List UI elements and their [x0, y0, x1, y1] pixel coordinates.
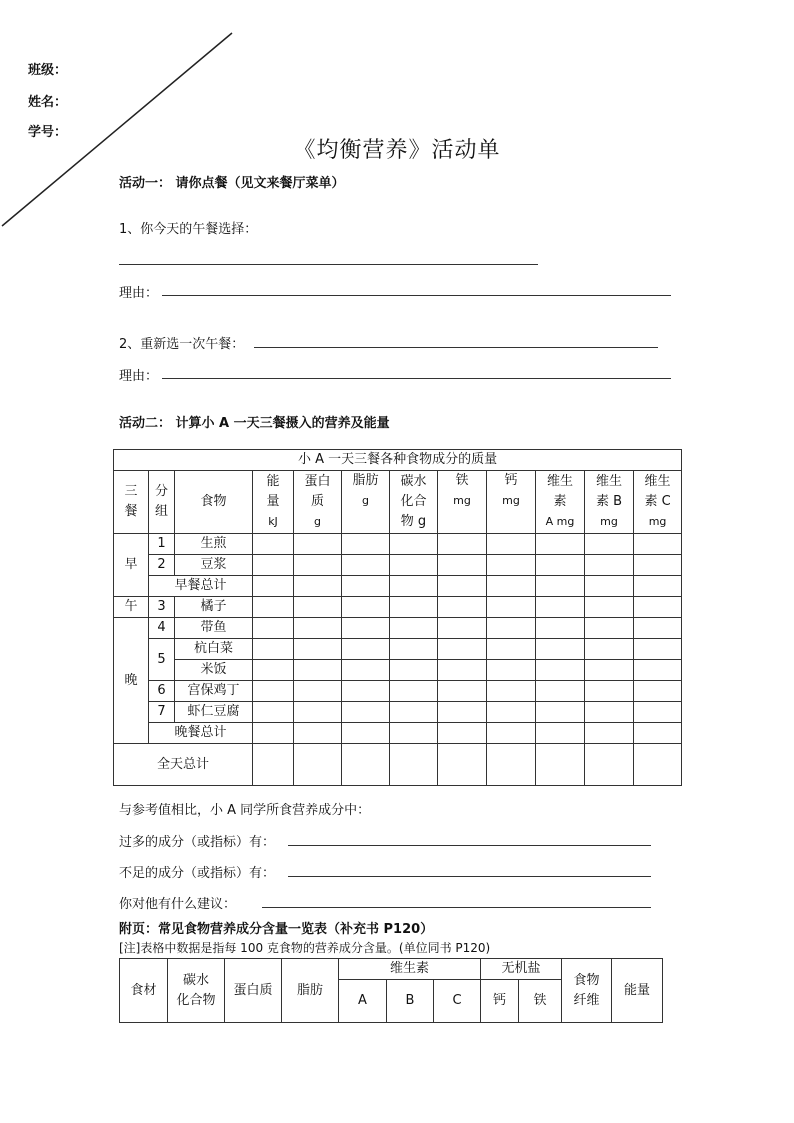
blank-cell[interactable] [253, 723, 294, 744]
blank-cell[interactable] [438, 555, 487, 576]
blank-cell[interactable] [342, 597, 390, 618]
blank-cell[interactable] [253, 744, 294, 786]
breakfast-subtotal-label: 早餐总计 [149, 576, 253, 597]
blank-cell[interactable] [487, 681, 536, 702]
ref-header-fat: 脂肪 [282, 959, 339, 1023]
blank-cell[interactable] [253, 681, 294, 702]
blank-cell[interactable] [390, 576, 438, 597]
lunch-choice-question: 1、你今天的午餐选择： [119, 222, 258, 237]
student-id-label: 学号： [28, 125, 68, 140]
header-calcium: 钙 mg [487, 471, 536, 534]
blank-cell[interactable] [585, 660, 634, 681]
lacking-answer-line[interactable] [288, 876, 651, 877]
blank-cell[interactable] [253, 534, 294, 555]
blank-cell[interactable] [253, 576, 294, 597]
blank-cell[interactable] [390, 534, 438, 555]
food-cell: 带鱼 [175, 618, 253, 639]
blank-cell[interactable] [438, 660, 487, 681]
ref-header-fiber: 食物 纤维 [562, 959, 612, 1023]
blank-cell[interactable] [390, 681, 438, 702]
ref-header-calcium: 钙 [481, 980, 519, 1023]
ref-header-vitamin-b: B [387, 980, 434, 1023]
meal-breakfast: 早 [114, 534, 149, 597]
group-cell: 3 [149, 597, 175, 618]
header-vitamin-b: 维生 素 B mg [585, 471, 634, 534]
blank-cell[interactable] [585, 597, 634, 618]
blank-cell[interactable] [634, 702, 682, 723]
blank-cell[interactable] [536, 534, 585, 555]
blank-cell[interactable] [487, 597, 536, 618]
table-row [114, 660, 682, 681]
blank-cell[interactable] [342, 744, 390, 786]
blank-cell[interactable] [390, 555, 438, 576]
table-row [114, 618, 682, 639]
blank-cell[interactable] [294, 555, 342, 576]
ref-header-energy: 能量 [612, 959, 663, 1023]
food-cell: 虾仁豆腐 [175, 702, 253, 723]
blank-cell[interactable] [487, 723, 536, 744]
blank-cell[interactable] [294, 639, 342, 660]
blank-cell[interactable] [438, 597, 487, 618]
ref-header-carb: 碳水 化合物 [168, 959, 225, 1023]
blank-cell[interactable] [536, 639, 585, 660]
meal-dinner: 晚 [114, 618, 149, 744]
blank-cell[interactable] [390, 660, 438, 681]
blank-cell[interactable] [253, 597, 294, 618]
ref-header-vitamin-a: A [339, 980, 387, 1023]
blank-cell[interactable] [487, 660, 536, 681]
blank-cell[interactable] [390, 597, 438, 618]
group-cell: 1 [149, 534, 175, 555]
ref-header-minerals: 无机盐 [481, 959, 562, 980]
reselect-lunch-answer-line[interactable] [254, 347, 658, 348]
page-title: 《均衡营养》活动单 [293, 138, 501, 163]
blank-cell[interactable] [585, 618, 634, 639]
blank-cell[interactable] [585, 681, 634, 702]
lacking-label: 不足的成分（或指标）有： [119, 866, 276, 881]
blank-cell[interactable] [585, 702, 634, 723]
blank-cell[interactable] [342, 618, 390, 639]
group-cell: 7 [149, 702, 175, 723]
table-row [114, 597, 682, 618]
blank-cell[interactable] [634, 660, 682, 681]
blank-cell[interactable] [487, 576, 536, 597]
reselect-lunch-question: 2、重新选一次午餐： [119, 337, 245, 352]
blank-cell[interactable] [536, 618, 585, 639]
table-row [114, 681, 682, 702]
header-iron: 铁 mg [438, 471, 487, 534]
analysis-intro: 与参考值相比，小 A 同学所食营养成分中： [119, 803, 371, 818]
ref-header-vitamin-c: C [434, 980, 481, 1023]
blank-cell[interactable] [487, 555, 536, 576]
reason1-label: 理由： [119, 286, 159, 301]
blank-cell[interactable] [536, 681, 585, 702]
ref-header-vitamins: 维生素 [339, 959, 481, 980]
blank-cell[interactable] [438, 534, 487, 555]
blank-cell[interactable] [585, 639, 634, 660]
blank-cell[interactable] [438, 723, 487, 744]
blank-cell[interactable] [390, 702, 438, 723]
lunch-choice-answer-line[interactable] [119, 264, 538, 265]
blank-cell[interactable] [294, 723, 342, 744]
blank-cell[interactable] [634, 576, 682, 597]
food-cell: 生煎 [175, 534, 253, 555]
ref-header-iron: 铁 [519, 980, 562, 1023]
blank-cell[interactable] [438, 618, 487, 639]
header-carb: 碳水 化合 物 g [390, 471, 438, 534]
blank-cell[interactable] [294, 576, 342, 597]
food-cell: 米饭 [175, 660, 253, 681]
blank-cell[interactable] [390, 639, 438, 660]
header-group: 分 组 [149, 471, 175, 534]
blank-cell[interactable] [342, 660, 390, 681]
blank-cell[interactable] [294, 702, 342, 723]
blank-cell[interactable] [294, 618, 342, 639]
blank-cell[interactable] [342, 534, 390, 555]
blank-cell[interactable] [634, 639, 682, 660]
blank-cell[interactable] [634, 681, 682, 702]
blank-cell[interactable] [342, 639, 390, 660]
blank-cell[interactable] [294, 534, 342, 555]
blank-cell[interactable] [253, 555, 294, 576]
activity2-heading: 活动二： 计算小 A 一天三餐摄入的营养及能量 [119, 416, 390, 431]
header-vitamin-a: 维生 素 A mg [536, 471, 585, 534]
blank-cell[interactable] [294, 744, 342, 786]
ref-header-food: 食材 [120, 959, 168, 1023]
blank-cell[interactable] [536, 723, 585, 744]
blank-cell[interactable] [634, 534, 682, 555]
header-energy: 能 量 kJ [253, 471, 294, 534]
blank-cell[interactable] [438, 576, 487, 597]
blank-cell[interactable] [253, 639, 294, 660]
group-cell: 4 [149, 618, 175, 639]
blank-cell[interactable] [536, 744, 585, 786]
blank-cell[interactable] [253, 702, 294, 723]
table-row [114, 723, 682, 744]
meal-lunch: 午 [114, 597, 149, 618]
table-row [114, 744, 682, 786]
appendix-heading: 附页：常见食物营养成分含量一览表（补充书 P120） [119, 922, 434, 937]
blank-cell[interactable] [342, 702, 390, 723]
blank-cell[interactable] [536, 660, 585, 681]
blank-cell[interactable] [585, 576, 634, 597]
blank-cell[interactable] [342, 681, 390, 702]
meal-nutrition-table [113, 449, 682, 786]
name-label: 姓名： [28, 95, 68, 110]
food-cell: 杭白菜 [175, 639, 253, 660]
blank-cell[interactable] [634, 618, 682, 639]
blank-cell[interactable] [487, 639, 536, 660]
group-cell: 5 [149, 639, 175, 681]
blank-cell[interactable] [487, 618, 536, 639]
blank-cell[interactable] [390, 744, 438, 786]
blank-cell[interactable] [585, 723, 634, 744]
activity1-heading: 活动一： 请你点餐（见文来餐厅菜单） [119, 176, 345, 191]
blank-cell[interactable] [536, 597, 585, 618]
blank-cell[interactable] [487, 702, 536, 723]
blank-cell[interactable] [294, 597, 342, 618]
blank-cell[interactable] [585, 534, 634, 555]
blank-cell[interactable] [536, 702, 585, 723]
food-cell: 橘子 [175, 597, 253, 618]
daily-total-label: 全天总计 [114, 744, 253, 786]
reason2-label: 理由： [119, 369, 159, 384]
table-row [114, 534, 682, 555]
blank-cell[interactable] [253, 660, 294, 681]
header-vitamin-c: 维生 素 C mg [634, 471, 682, 534]
blank-cell[interactable] [536, 555, 585, 576]
table-row [114, 702, 682, 723]
blank-cell[interactable] [438, 702, 487, 723]
reason1-answer-line[interactable] [162, 295, 671, 296]
blank-cell[interactable] [487, 744, 536, 786]
table-row [114, 555, 682, 576]
blank-cell[interactable] [634, 597, 682, 618]
table-row [114, 576, 682, 597]
blank-cell[interactable] [585, 744, 634, 786]
blank-cell[interactable] [390, 723, 438, 744]
advice-answer-line[interactable] [262, 907, 651, 908]
blank-cell[interactable] [342, 723, 390, 744]
appendix-note: [注]表格中数据是指每 100 克食物的营养成分含量。(单位同书 P120) [119, 941, 491, 955]
ref-header-protein: 蛋白质 [225, 959, 282, 1023]
blank-cell[interactable] [390, 618, 438, 639]
blank-cell[interactable] [438, 639, 487, 660]
dinner-subtotal-label: 晚餐总计 [149, 723, 253, 744]
group-cell: 6 [149, 681, 175, 702]
class-label: 班级： [28, 63, 68, 78]
blank-cell[interactable] [294, 681, 342, 702]
blank-cell[interactable] [438, 681, 487, 702]
blank-cell[interactable] [634, 744, 682, 786]
reason2-answer-line[interactable] [162, 378, 671, 379]
blank-cell[interactable] [634, 723, 682, 744]
blank-cell[interactable] [342, 576, 390, 597]
blank-cell[interactable] [253, 618, 294, 639]
blank-cell[interactable] [585, 555, 634, 576]
header-protein: 蛋白 质 g [294, 471, 342, 534]
header-meal: 三 餐 [114, 471, 149, 534]
diagonal-fold-line [0, 0, 794, 240]
header-fat: 脂肪 g [342, 471, 390, 534]
blank-cell[interactable] [342, 555, 390, 576]
blank-cell[interactable] [634, 555, 682, 576]
food-cell: 豆浆 [175, 555, 253, 576]
blank-cell[interactable] [487, 534, 536, 555]
excess-answer-line[interactable] [288, 845, 651, 846]
blank-cell[interactable] [536, 576, 585, 597]
blank-cell[interactable] [438, 744, 487, 786]
table-row [114, 639, 682, 660]
nutrition-reference-table [119, 958, 663, 1023]
blank-cell[interactable] [294, 660, 342, 681]
header-food: 食物 [175, 471, 253, 534]
advice-label: 你对他有什么建议： [119, 897, 237, 912]
food-cell: 宫保鸡丁 [175, 681, 253, 702]
table-caption: 小 A 一天三餐各种食物成分的质量 [114, 450, 682, 471]
excess-label: 过多的成分（或指标）有： [119, 835, 276, 850]
group-cell: 2 [149, 555, 175, 576]
